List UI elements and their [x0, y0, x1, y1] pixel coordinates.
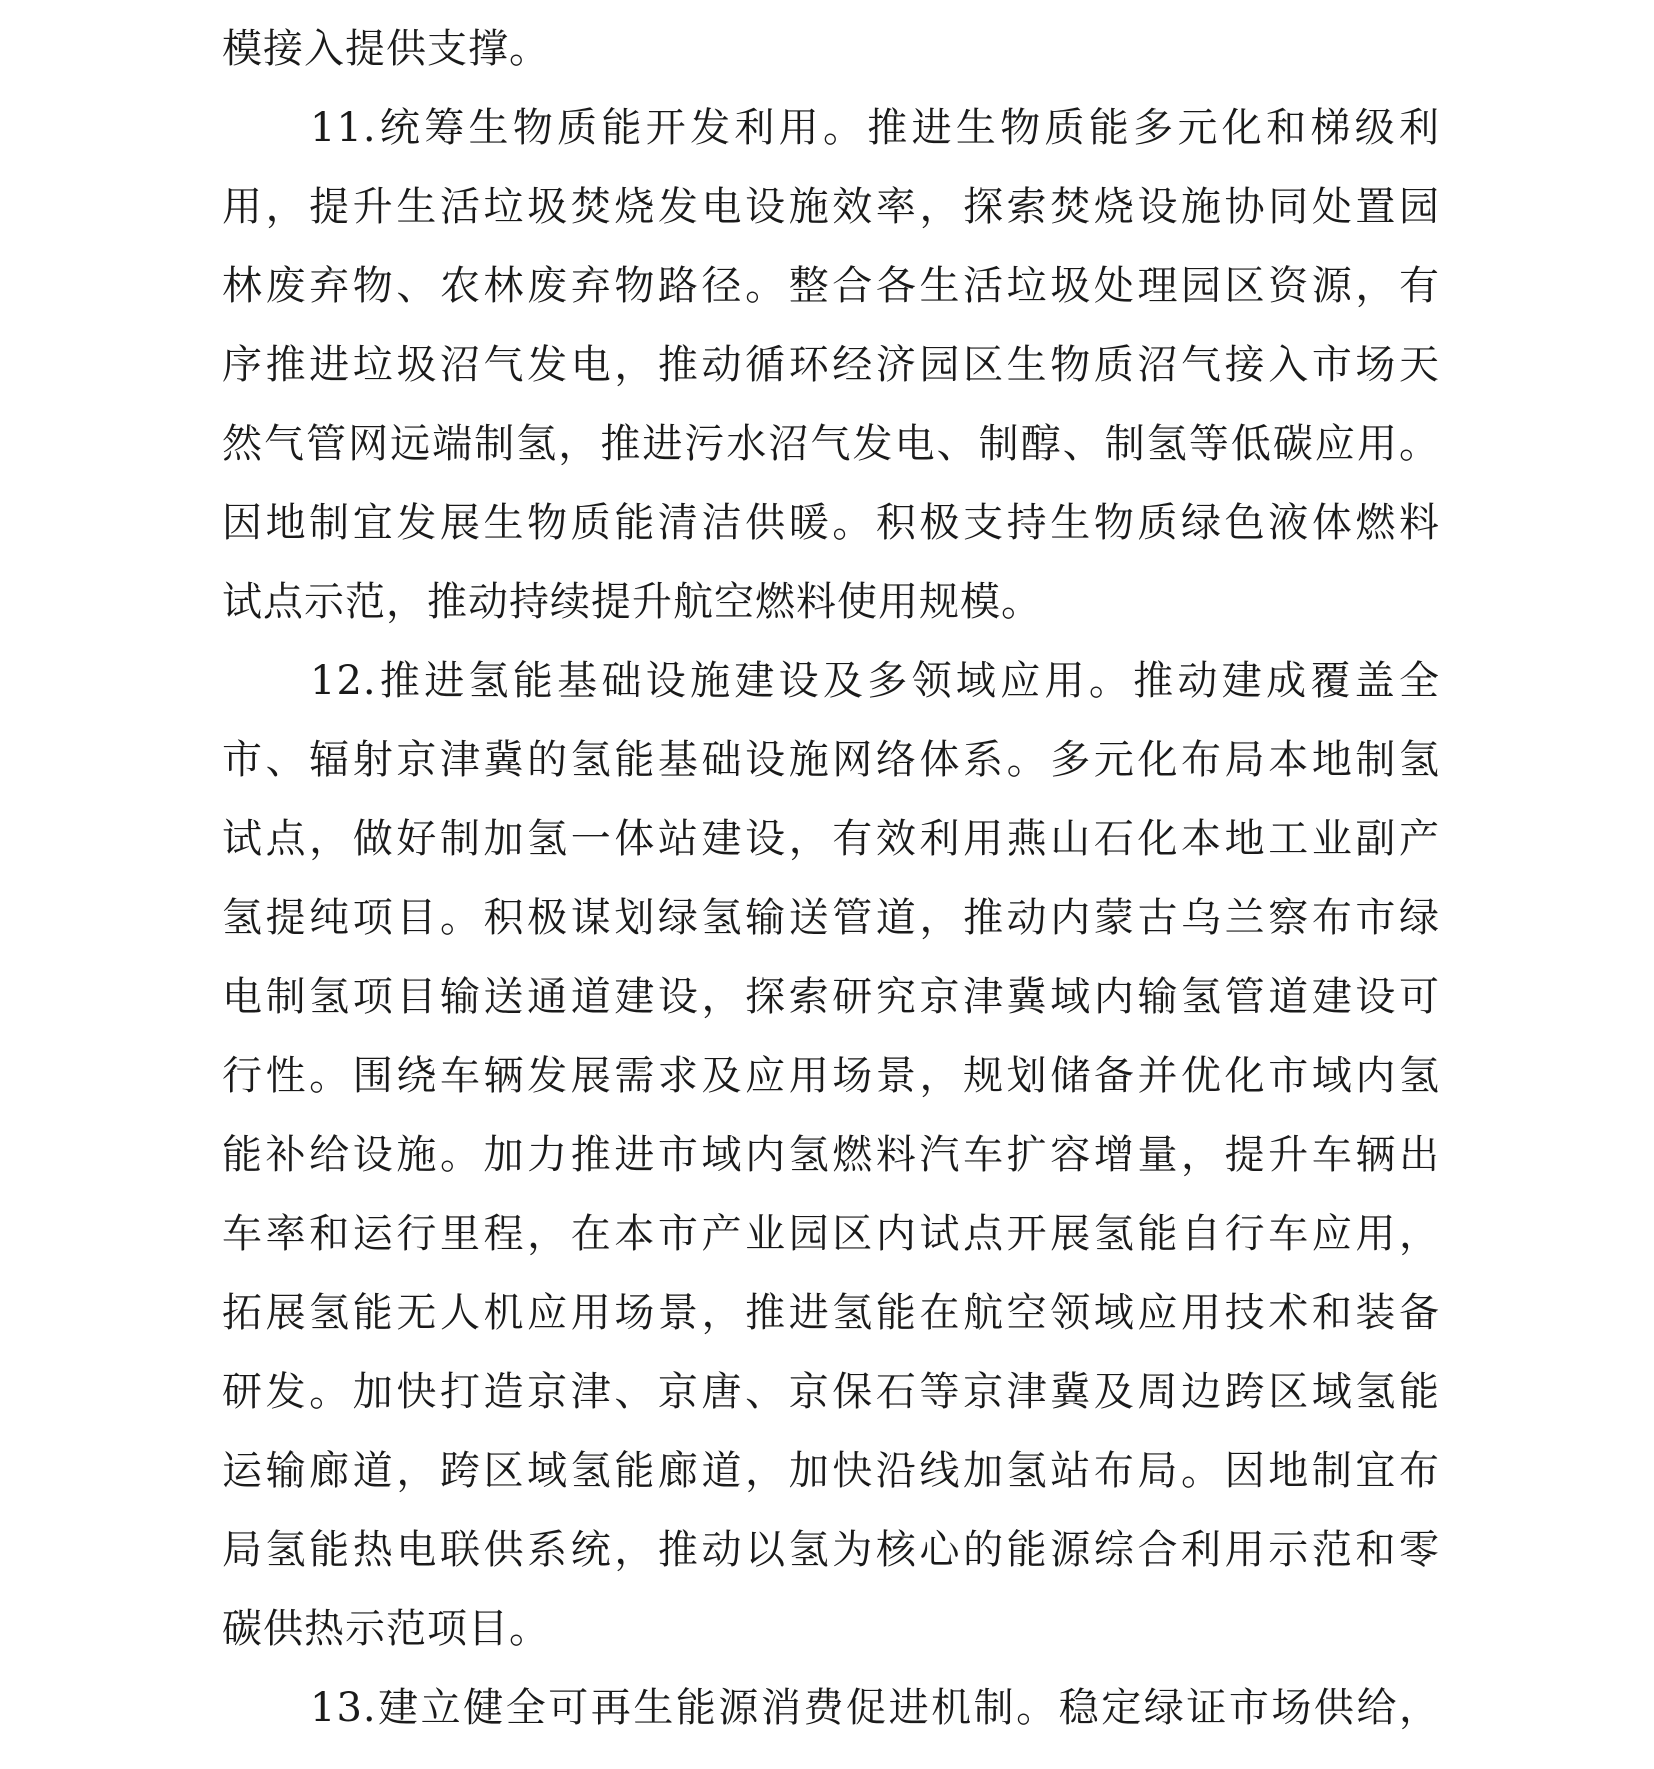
text-line: 市、辐射京津冀的氢能基础设施网络体系。多元化布局本地制氢: [222, 737, 1440, 783]
text-line: 模接入提供支撑。: [222, 26, 550, 72]
text-line: 碳供热示范项目。: [222, 1606, 550, 1652]
text-line: 试点示范，推动持续提升航空燃料使用规模。: [222, 579, 1042, 625]
text-line: 林废弃物、农林废弃物路径。整合各生活垃圾处理园区资源，有: [222, 263, 1440, 309]
body-text: [222, 0, 1440, 1748]
text-line: 能补给设施。加力推进市域内氢燃料汽车扩容增量，提升车辆出: [222, 1132, 1440, 1178]
text-line: 局氢能热电联供系统，推动以氢为核心的能源综合利用示范和零: [222, 1527, 1440, 1573]
text-line: 试点，做好制加氢一体站建设，有效利用燕山石化本地工业副产: [222, 816, 1440, 862]
text-line: 拓展氢能无人机应用场景，推进氢能在航空领域应用技术和装备: [222, 1290, 1440, 1336]
text-line: 车率和运行里程，在本市产业园区内试点开展氢能自行车应用，: [222, 1211, 1440, 1257]
text-line: 因地制宜发展生物质能清洁供暖。积极支持生物质绿色液体燃料: [222, 500, 1440, 546]
text-line: 电制氢项目输送通道建设，探索研究京津冀域内输氢管道建设可: [222, 974, 1440, 1020]
text-line: 11.统筹生物质能开发利用。推进生物质能多元化和梯级利: [310, 105, 1440, 151]
text-line: 序推进垃圾沼气发电，推动循环经济园区生物质沼气接入市场天: [222, 342, 1440, 388]
text-line: 12.推进氢能基础设施建设及多领域应用。推动建成覆盖全: [310, 658, 1440, 704]
text-line: 氢提纯项目。积极谋划绿氢输送管道，推动内蒙古乌兰察布市绿: [222, 895, 1440, 941]
text-line: 然气管网远端制氢，推进污水沼气发电、制醇、制氢等低碳应用。: [222, 421, 1440, 467]
text-line: 行性。围绕车辆发展需求及应用场景，规划储备并优化市域内氢: [222, 1053, 1440, 1099]
text-line: 13.建立健全可再生能源消费促进机制。稳定绿证市场供给，: [310, 1685, 1440, 1731]
text-line: 运输廊道，跨区域氢能廊道，加快沿线加氢站布局。因地制宜布: [222, 1448, 1440, 1494]
text-line: 用，提升生活垃圾焚烧发电设施效率，探索焚烧设施协同处置园: [222, 184, 1440, 230]
text-line: 研发。加快打造京津、京唐、京保石等京津冀及周边跨区域氢能: [222, 1369, 1440, 1415]
